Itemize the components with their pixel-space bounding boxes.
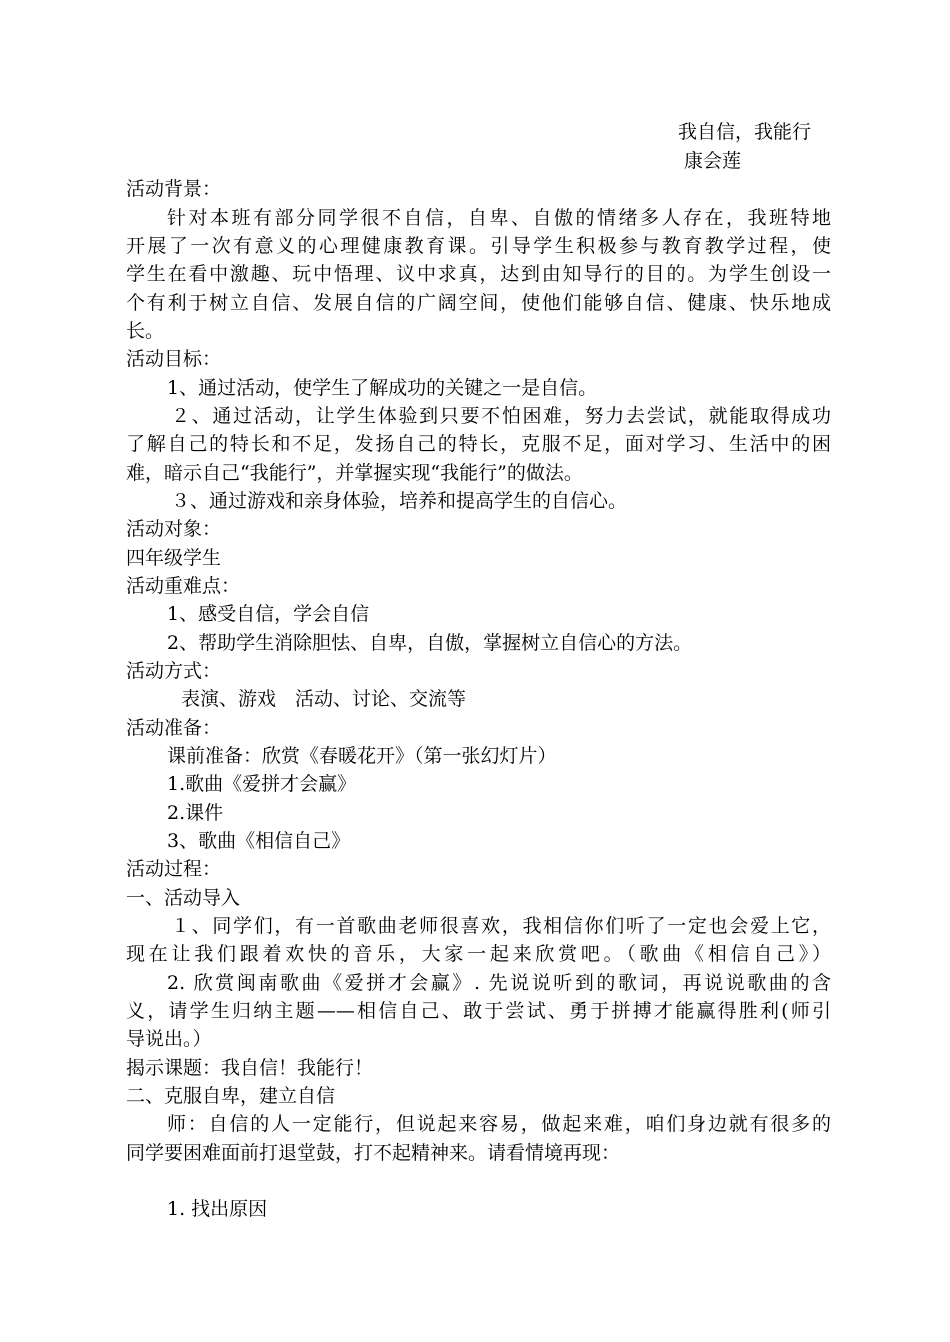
goals-heading: 活动目标：	[126, 348, 222, 370]
goal-item: ２、通过活动，让学生体验到只要不怕困难，努力去尝试，就能取得成功	[171, 405, 831, 427]
section-1-paragraph-line: １、同学们，有一首歌曲老师很喜欢，我相信你们听了一定也会爱上它，	[171, 915, 831, 937]
process-heading: 活动过程：	[126, 858, 222, 880]
background-paragraph-line: 针对本班有部分同学很不自信，自卑、自傲的情绪多人存在，我班特地	[167, 207, 831, 229]
document-title: 我自信，我能行	[678, 121, 812, 143]
section-1-paragraph-line: 导说出。）	[126, 1028, 212, 1050]
background-heading: 活动背景：	[126, 178, 222, 200]
preparation-heading: 活动准备：	[126, 717, 222, 739]
goal-item: 1、通过活动，使学生了解成功的关键之一是自信。	[167, 377, 598, 399]
goal-item-line: 了解自己的特长和不足，发扬自己的特长，克服不足，面对学习、生活中的困	[126, 433, 831, 455]
target-value: 四年级学生	[126, 547, 222, 569]
background-paragraph-line: 学生在看中激趣、玩中悟理、议中求真，达到由知导行的目的。为学生创设一	[126, 263, 831, 285]
section-2-paragraph-line: 同学要困难面前打退堂鼓，打不起精神来。请看情境再现：	[126, 1142, 621, 1164]
section-1-paragraph-line: 2. 欣赏闽南歌曲《爱拼才会赢》. 先说说听到的歌词，再说说歌曲的含	[167, 972, 831, 994]
target-heading: 活动对象：	[126, 518, 222, 540]
section-1-paragraph-line: 现在让我们跟着欢快的音乐，大家一起来欣赏吧。（歌曲《相信自己》）	[126, 943, 831, 965]
section-2-item: 1. 找出原因	[167, 1198, 268, 1220]
background-paragraph-line: 长。	[126, 320, 165, 342]
reveal-topic: 揭示课题：我自信！我能行！	[126, 1057, 374, 1079]
preparation-item: 2.课件	[167, 802, 224, 824]
section-2-paragraph-line: 师：自信的人一定能行，但说起来容易，做起来难，咱们身边就有很多的	[167, 1113, 831, 1135]
method-heading: 活动方式：	[126, 660, 222, 682]
section-1-heading: 一、活动导入	[126, 887, 241, 909]
background-paragraph-line: 开展了一次有意义的心理健康教育课。引导学生积极参与教育教学过程，使	[126, 235, 831, 257]
method-value: 表演、游戏 活动、讨论、交流等	[181, 688, 467, 710]
author-name: 康会莲	[684, 150, 742, 172]
section-2-heading: 二、克服自卑，建立自信	[126, 1085, 336, 1107]
goal-item-line: 难，暗示自己“我能行”，并掌握实现“我能行”的做法。	[126, 462, 583, 484]
preparation-item: 1.歌曲《爱拼才会赢》	[167, 773, 357, 795]
key-point-item: 1、感受自信，学会自信	[167, 603, 370, 625]
preparation-item: 课前准备：欣赏《春暖花开》（第一张幻灯片）	[167, 745, 557, 767]
key-points-heading: 活动重难点：	[126, 575, 241, 597]
section-1-paragraph-line: 义，请学生归纳主题——相信自己、敢于尝试、勇于拼搏才能赢得胜利(师引	[126, 1000, 831, 1022]
preparation-item: 3、歌曲《相信自己》	[167, 830, 351, 852]
key-point-item: 2、帮助学生消除胆怯、自卑，自傲，掌握树立自信心的方法。	[167, 632, 693, 654]
background-paragraph-line: 个有利于树立自信、发展自信的广阔空间，使他们能够自信、健康、快乐地成	[126, 292, 831, 314]
goal-item: ３、通过游戏和亲身体验，培养和提高学生的自信心。	[171, 490, 628, 512]
